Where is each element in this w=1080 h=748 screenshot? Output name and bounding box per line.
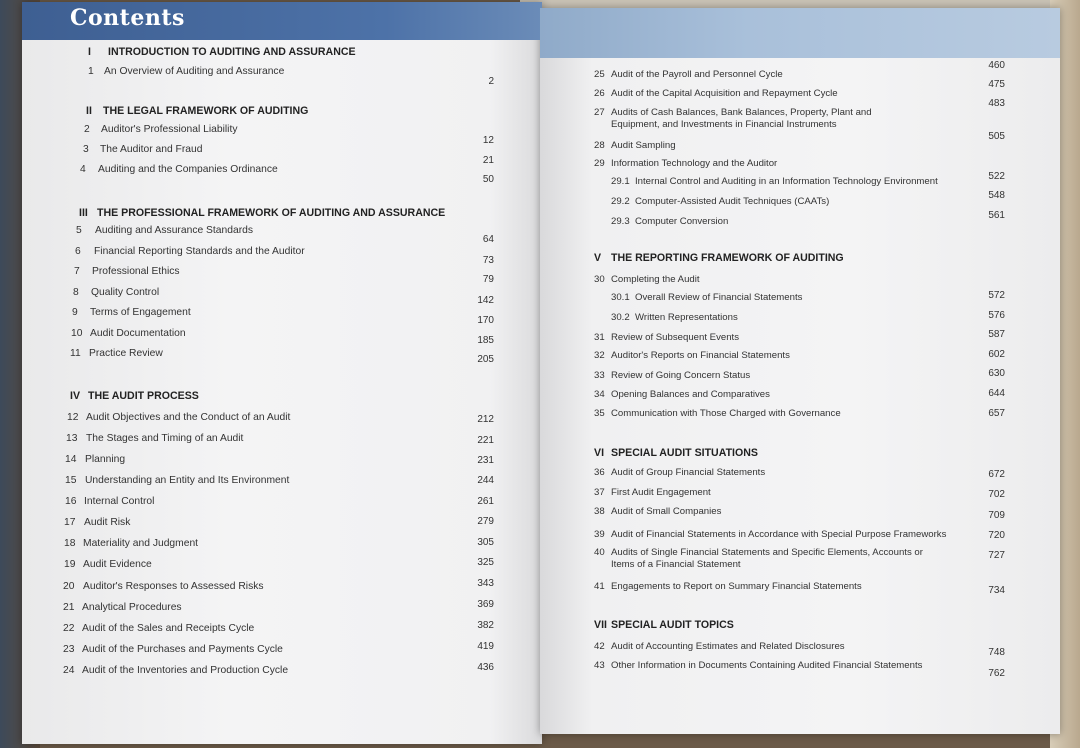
chapter-number: 14 [65, 454, 77, 465]
chapter-title: Opening Balances and Comparatives [611, 389, 770, 400]
chapter-title: Audit of the Sales and Receipts Cycle [82, 623, 255, 634]
chapter-page: 419 [477, 641, 494, 652]
chapter-page: 73 [482, 255, 494, 266]
chapter-page: 185 [477, 335, 494, 346]
part-numeral: VI [594, 447, 605, 459]
chapter-page: 572 [988, 290, 1005, 301]
chapter-number: 11 [70, 348, 81, 359]
chapter-title: Terms of Engagement [90, 307, 191, 318]
chapter-page: 205 [477, 354, 494, 365]
chapter-title: Audit Evidence [83, 559, 152, 570]
chapter-title: Review of Subsequent Events [611, 332, 739, 343]
chapter-page: 657 [988, 408, 1005, 419]
chapter-number: 3 [83, 144, 89, 155]
chapter-title: Audit Objectives and the Conduct of an Audit [86, 412, 291, 423]
chapter-number: 29.3 [611, 216, 630, 227]
chapter-title: Overall Review of Financial Statements [635, 292, 803, 303]
chapter-number: 43 [594, 660, 605, 671]
chapter-title: Completing the Audit [611, 274, 700, 285]
chapter-page: 64 [482, 234, 494, 245]
chapter-title: Communication with Those Charged with Governance [611, 408, 841, 419]
part-numeral: III [79, 207, 88, 219]
chapter-number: 10 [71, 328, 83, 339]
chapter-number: 32 [594, 350, 605, 361]
chapter-number: 6 [75, 246, 81, 257]
chapter-title: Audit Risk [84, 517, 131, 528]
chapter-number: 33 [594, 370, 605, 381]
chapter-page: 21 [482, 155, 494, 166]
chapter-title: Planning [85, 454, 126, 465]
part-title: INTRODUCTION TO AUDITING AND ASSURANCE [108, 46, 356, 58]
part-numeral: VII [594, 619, 607, 631]
chapter-number: 18 [64, 538, 76, 549]
chapter-title: Audit of the Capital Acquisition and Repayment Cycle [611, 88, 838, 99]
chapter-page: 644 [988, 388, 1005, 399]
chapter-title: Financial Reporting Standards and the Auditor [94, 246, 305, 257]
chapter-page: 261 [477, 496, 494, 507]
part-title: THE LEGAL FRAMEWORK OF AUDITING [103, 105, 309, 117]
chapter-number: 30.2 [611, 312, 630, 323]
chapter-page: 2 [488, 76, 494, 87]
chapter-page: 762 [988, 668, 1005, 679]
chapter-number: 38 [594, 506, 605, 517]
chapter-title: Computer Conversion [635, 216, 729, 227]
chapter-page: 727 [988, 550, 1005, 561]
chapter-number: 21 [63, 602, 75, 613]
chapter-number: 26 [594, 88, 605, 99]
chapter-number: 22 [63, 623, 75, 634]
chapter-title: The Auditor and Fraud [100, 144, 203, 155]
chapter-number: 29 [594, 158, 605, 169]
chapter-title: Audit Documentation [90, 328, 186, 339]
chapter-number: 20 [63, 581, 75, 592]
chapter-number: 30 [594, 274, 605, 285]
part-numeral: V [594, 252, 602, 264]
chapter-title: Audit of Financial Statements in Accordance with Special Purpose Frameworks [611, 529, 947, 540]
chapter-title: Audit of Small Companies [611, 506, 722, 517]
chapter-number: 37 [594, 487, 605, 498]
chapter-page: 305 [477, 537, 494, 548]
part-title: SPECIAL AUDIT SITUATIONS [611, 447, 758, 459]
chapter-title: Professional Ethics [92, 266, 180, 277]
chapter-number: 40 [594, 547, 605, 558]
chapter-page: 50 [482, 174, 494, 185]
chapter-number: 9 [72, 307, 78, 318]
chapter-number: 29.1 [611, 176, 630, 187]
chapter-page: 170 [477, 315, 494, 326]
part-numeral: IV [70, 390, 81, 402]
chapter-number: 19 [64, 559, 76, 570]
chapter-page: 672 [988, 469, 1005, 480]
chapter-title: Audit of the Inventories and Production Cycle [82, 665, 289, 676]
chapter-title: Audit of Accounting Estimates and Related Disclosures [611, 641, 845, 652]
chapter-title: The Stages and Timing of an Audit [86, 433, 244, 444]
chapter-number: 16 [65, 496, 77, 507]
chapter-title: Auditing and Assurance Standards [95, 225, 253, 236]
chapter-page: 522 [988, 171, 1005, 182]
chapter-page: 343 [477, 578, 494, 589]
chapter-title-continued: Equipment, and Investments in Financial Instruments [611, 119, 837, 130]
chapter-number: 30.1 [611, 292, 630, 303]
chapter-page: 702 [988, 489, 1005, 500]
chapter-page: 79 [482, 274, 494, 285]
chapter-number: 25 [594, 69, 605, 80]
chapter-page: 382 [477, 620, 494, 631]
chapter-title: Audit Sampling [611, 140, 676, 151]
chapter-title: First Audit Engagement [611, 487, 711, 498]
chapter-page: 561 [988, 210, 1005, 221]
chapter-title-continued: Items of a Financial Statement [611, 559, 741, 570]
part-title: THE PROFESSIONAL FRAMEWORK OF AUDITING AND ASSURANCE [97, 207, 446, 219]
chapter-number: 27 [594, 107, 605, 118]
chapter-page: 475 [988, 79, 1005, 90]
chapter-number: 28 [594, 140, 605, 151]
chapter-number: 35 [594, 408, 605, 419]
chapter-title: Auditor's Professional Liability [101, 124, 238, 135]
chapter-title: Practice Review [89, 348, 163, 359]
chapter-title: Computer-Assisted Audit Techniques (CAATs) [635, 196, 830, 207]
chapter-number: 5 [76, 225, 82, 236]
chapter-title: Review of Going Concern Status [611, 370, 751, 381]
chapter-number: 23 [63, 644, 75, 655]
part-numeral: I [88, 46, 91, 58]
part-title: THE AUDIT PROCESS [88, 390, 199, 402]
chapter-page: 734 [988, 585, 1005, 596]
chapter-page: 142 [477, 295, 494, 306]
chapter-page: 548 [988, 190, 1005, 201]
contents-title: Contents [70, 5, 185, 31]
chapter-page: 709 [988, 510, 1005, 521]
chapter-number: 7 [74, 266, 80, 277]
chapter-title: Internal Control and Auditing in an Information Technology Environment [635, 176, 938, 187]
chapter-page: 436 [477, 662, 494, 673]
chapter-number: 12 [67, 412, 79, 423]
chapter-title: Auditing and the Companies Ordinance [98, 164, 278, 175]
chapter-page: 602 [988, 349, 1005, 360]
chapter-title: Information Technology and the Auditor [611, 158, 778, 169]
chapter-title: An Overview of Auditing and Assurance [104, 66, 285, 77]
chapter-page: 244 [477, 475, 494, 486]
chapter-page: 460 [988, 60, 1005, 71]
chapter-number: 39 [594, 529, 605, 540]
chapter-number: 13 [66, 433, 78, 444]
chapter-title: Audits of Cash Balances, Bank Balances, Property, Plant and [611, 107, 872, 118]
chapter-title: Understanding an Entity and Its Environment [85, 475, 290, 486]
chapter-number: 17 [64, 517, 76, 528]
chapter-number: 34 [594, 389, 605, 400]
chapter-page: 720 [988, 530, 1005, 541]
chapter-page: 221 [477, 435, 494, 446]
right-page-banner [540, 8, 1060, 58]
chapter-page: 576 [988, 310, 1005, 321]
chapter-title: Audit of the Payroll and Personnel Cycle [611, 69, 783, 80]
chapter-title: Materiality and Judgment [83, 538, 199, 549]
chapter-title: Audit of the Purchases and Payments Cycle [82, 644, 283, 655]
chapter-number: 29.2 [611, 196, 630, 207]
chapter-page: 325 [477, 557, 494, 568]
chapter-page: 12 [482, 135, 494, 146]
chapter-title: Analytical Procedures [82, 602, 182, 613]
chapter-title: Audits of Single Financial Statements and Specific Elements, Accounts or [611, 547, 923, 558]
part-title: SPECIAL AUDIT TOPICS [611, 619, 734, 631]
chapter-number: 24 [63, 665, 75, 676]
chapter-number: 15 [65, 475, 77, 486]
chapter-page: 483 [988, 98, 1005, 109]
chapter-page: 279 [477, 516, 494, 527]
chapter-page: 369 [477, 599, 494, 610]
chapter-title: Other Information in Documents Containing Audited Financial Statements [611, 660, 923, 671]
chapter-title: Auditor's Responses to Assessed Risks [83, 581, 264, 592]
chapter-number: 41 [594, 581, 605, 592]
chapter-page: 630 [988, 368, 1005, 379]
part-title: THE REPORTING FRAMEWORK OF AUDITING [611, 252, 844, 264]
chapter-number: 4 [80, 164, 86, 175]
chapter-page: 231 [477, 455, 494, 466]
chapter-page: 748 [988, 647, 1005, 658]
chapter-page: 212 [477, 414, 494, 425]
chapter-title: Internal Control [84, 496, 155, 507]
chapter-number: 8 [73, 287, 79, 298]
chapter-number: 42 [594, 641, 605, 652]
chapter-number: 36 [594, 467, 605, 478]
chapter-page: 505 [988, 131, 1005, 142]
chapter-number: 1 [88, 66, 94, 77]
chapter-title: Engagements to Report on Summary Financial Statements [611, 581, 862, 592]
chapter-title: Audit of Group Financial Statements [611, 467, 766, 478]
part-numeral: II [86, 105, 92, 117]
chapter-page: 587 [988, 329, 1005, 340]
chapter-title: Auditor's Reports on Financial Statements [611, 350, 790, 361]
chapter-number: 2 [84, 124, 90, 135]
chapter-title: Written Representations [635, 312, 738, 323]
chapter-title: Quality Control [91, 287, 160, 298]
chapter-number: 31 [594, 332, 605, 343]
